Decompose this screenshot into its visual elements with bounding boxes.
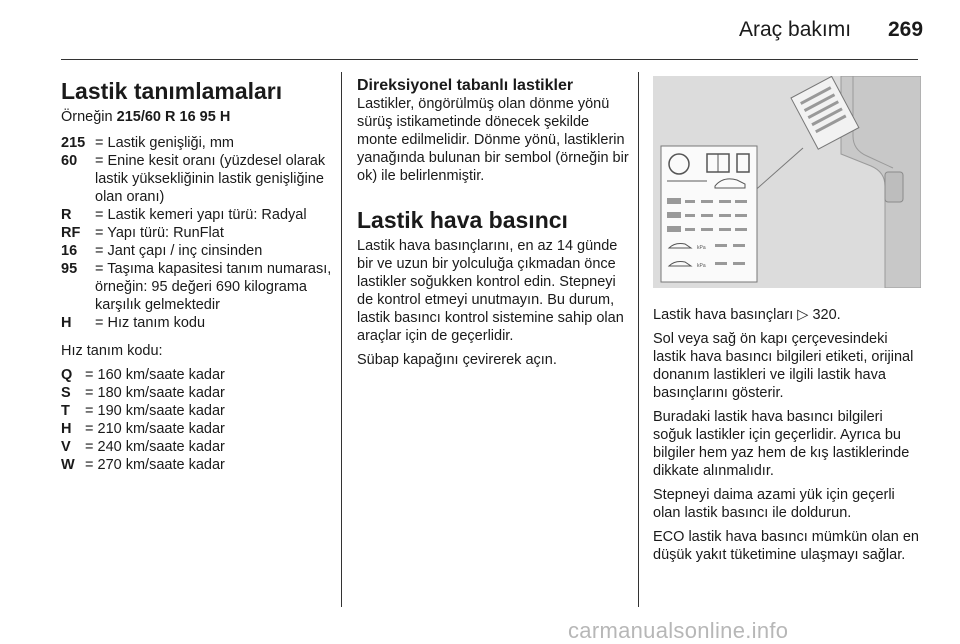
speed-row	[61, 366, 333, 384]
def-text: Jant çapı / inç cinsinden	[107, 243, 263, 259]
speed-value	[85, 438, 333, 456]
def-value	[95, 314, 333, 332]
definition-row	[61, 224, 333, 242]
definition-row	[61, 314, 333, 332]
speed-text: 160 km/saate kadar	[97, 367, 225, 383]
speed-sep: =	[85, 403, 94, 419]
speed-sep: =	[85, 367, 94, 383]
definition-row	[61, 242, 333, 260]
column-right	[653, 74, 921, 570]
definition-row	[61, 206, 333, 224]
column-divider-2	[638, 72, 639, 607]
def-key: 95	[61, 261, 78, 277]
def-text: Enine kesit oranı (yüzdesel olarak lastik yüksekliğinin lastik genişliğine olan oranı)	[95, 153, 326, 205]
directional-tires-text: Lastikler, öngörülmüş olan dönme yönü sürüş istikametinde dönecek şekilde monte edilmelidir. Dönme yönü, lastiklerin yanağında bulunan bir sembol (örneğin bir ok) ile belirlenmiştir.	[357, 96, 629, 184]
label-location-text: Sol veya sağ ön kapı çerçevesindeki lastik hava basıncı bilgileri etiketi, orijinal donanım lastikleri ve ilgili lastik hava basınçlarını gösterir.	[653, 331, 914, 401]
running-header-title: Araç bakımı	[739, 18, 852, 41]
speed-key: W	[61, 457, 75, 473]
kpa-label: kPa	[697, 263, 706, 269]
example-prefix: Örneğin	[61, 109, 117, 125]
kpa-label: kPa	[697, 245, 706, 251]
speed-sep: =	[85, 439, 94, 455]
speed-value	[85, 420, 333, 438]
definition-row	[61, 260, 333, 314]
reference-page: 320.	[808, 307, 841, 323]
tire-pressure-reference	[653, 306, 921, 324]
def-sep: =	[95, 207, 104, 223]
speed-sep: =	[85, 385, 94, 401]
cold-tires-text: Buradaki lastik hava basıncı bilgileri soğuk lastikler için geçerlidir. Ayrıca bu bilgiler hem yaz hem de kış lastiklerinde dikkate alınmalıdır.	[653, 409, 910, 479]
def-text: Yapı türü: RunFlat	[107, 225, 224, 241]
def-text: Hız tanım kodu	[107, 315, 206, 331]
def-sep: =	[95, 135, 104, 151]
speed-value	[85, 366, 333, 384]
column-middle	[357, 74, 633, 375]
speed-value	[85, 456, 333, 474]
speed-row	[61, 420, 333, 438]
speed-text: 240 km/saate kadar	[97, 439, 225, 455]
heading-tire-pressure: Lastik hava basıncı	[357, 207, 568, 233]
example-tire-code: 215/60 R 16 95 H	[116, 109, 231, 125]
speed-row	[61, 456, 333, 474]
def-sep: =	[95, 243, 104, 259]
column-left	[61, 74, 333, 484]
def-text: Taşıma kapasitesi tanım numarası, örneğin: 95 değeri 690 kilograma karşılık gelmektedir	[95, 261, 332, 313]
def-key: R	[61, 207, 72, 223]
def-value	[95, 242, 333, 260]
def-key: H	[61, 315, 72, 331]
heading-directional-tires: Direksiyonel tabanlı lastikler	[357, 77, 574, 94]
speed-row	[61, 384, 333, 402]
door-frame-drawing	[653, 76, 921, 288]
speed-text: 270 km/saate kadar	[97, 457, 225, 473]
example-line	[61, 108, 333, 126]
def-key: RF	[61, 225, 81, 241]
page-number: 269	[888, 18, 924, 41]
def-key: 16	[61, 243, 78, 259]
def-value	[95, 206, 333, 224]
definition-row	[61, 152, 333, 206]
def-sep: =	[95, 261, 104, 277]
speed-text: 210 km/saate kadar	[97, 421, 225, 437]
speed-row	[61, 402, 333, 420]
speed-text: 180 km/saate kadar	[97, 385, 225, 401]
def-text: Lastik kemeri yapı türü: Radyal	[107, 207, 307, 223]
watermark: carmanualsonline.info	[568, 618, 789, 643]
tire-pressure-text: Lastik hava basınçlarını, en az 14 günde bir ve uzun bir yolculuğa çıkmadan önce lastikler soğukken kontrol edin. Stepneyi de kontrol etmeyi unutmayın. Bu durum, lastik basıncı kontrol sistemine sahip olan araçlar için de geçerlidir.	[357, 238, 624, 344]
tire-pressure-label-illustration	[653, 76, 921, 288]
speed-value	[85, 402, 333, 420]
section-title-tire-designations: Lastik tanımlamaları	[61, 78, 283, 104]
speed-key: V	[61, 439, 71, 455]
speed-sep: =	[85, 421, 94, 437]
eco-pressure-text: ECO lastik hava basıncı mümkün olan en düşük yakıt tüketimine ulaşmayı sağlar.	[653, 529, 919, 563]
def-sep: =	[95, 315, 104, 331]
speed-row	[61, 438, 333, 456]
tire-code-definitions	[61, 134, 333, 332]
def-value	[95, 260, 333, 314]
def-sep: =	[95, 225, 104, 241]
column-divider-1	[341, 72, 342, 607]
speed-key: T	[61, 403, 70, 419]
speed-code-list	[61, 366, 333, 474]
definition-row	[61, 134, 333, 152]
header-divider	[61, 59, 918, 60]
speed-value	[85, 384, 333, 402]
def-value	[95, 134, 333, 152]
speed-key: S	[61, 385, 71, 401]
speed-sep: =	[85, 457, 94, 473]
speed-text: 190 km/saate kadar	[97, 403, 225, 419]
def-key: 215	[61, 135, 86, 151]
page-reference-arrow-icon: ▷	[797, 307, 809, 323]
speed-key: Q	[61, 367, 73, 383]
speed-code-heading: Hız tanım kodu:	[61, 343, 163, 359]
def-text: Lastik genişliği, mm	[107, 135, 235, 151]
def-value	[95, 224, 333, 242]
def-key: 60	[61, 153, 78, 169]
speed-key: H	[61, 421, 72, 437]
spare-tire-text: Stepneyi daima azami yük için geçerli olan lastik basıncı ile doldurun.	[653, 487, 895, 521]
valve-cap-text: Sübap kapağını çevirerek açın.	[357, 352, 557, 368]
reference-text: Lastik hava basınçları	[653, 307, 798, 323]
def-value	[95, 152, 333, 206]
def-sep: =	[95, 153, 104, 169]
